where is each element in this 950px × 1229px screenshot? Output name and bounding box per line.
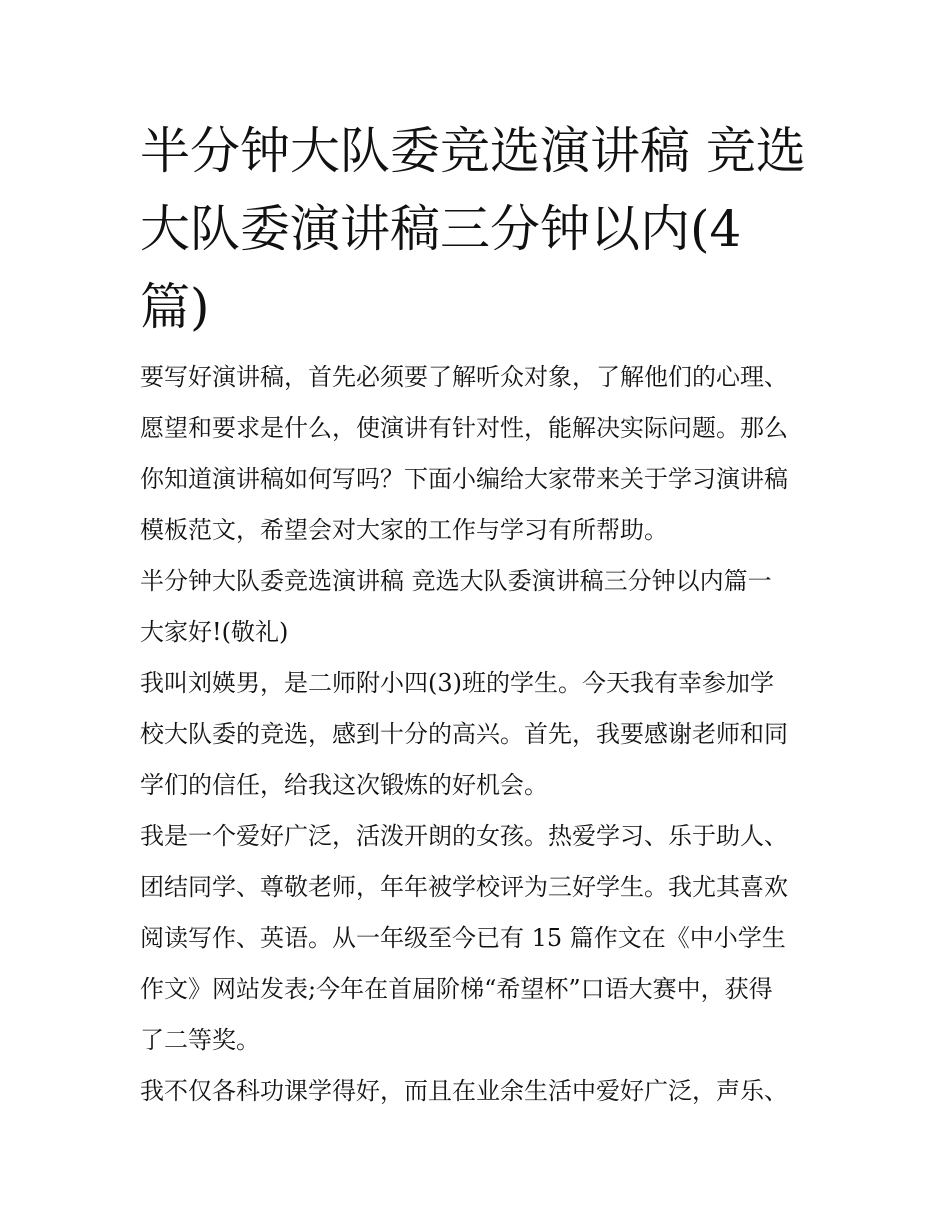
title-line: 大队委演讲稿三分钟以内(4 xyxy=(140,200,742,258)
paragraph-line: 团结同学、尊敬老师，年年被学校评为三好学生。我尤其喜欢 xyxy=(140,873,788,901)
paragraph-line: 我不仅各科功课学得好，而且在业余生活中爱好广泛，声乐、 xyxy=(140,1077,788,1105)
intro-line: 要写好演讲稿，首先必须要了解听众对象，了解他们的心理、 xyxy=(140,363,788,391)
intro-line: 愿望和要求是什么，使演讲有针对性，能解决实际问题。那么 xyxy=(140,414,788,442)
document-title xyxy=(140,112,820,346)
paragraph-line: 我是一个爱好广泛，活泼开朗的女孩。热爱学习、乐于助人、 xyxy=(140,822,788,850)
title-line: 半分钟大队委竞选演讲稿 竞选 xyxy=(140,122,806,180)
intro-line: 模板范文，希望会对大家的工作与学习有所帮助。 xyxy=(140,516,668,544)
section-heading-line: 半分钟大队委竞选演讲稿 竞选大队委演讲稿三分钟以内篇一 xyxy=(140,567,772,595)
title-line: 篇) xyxy=(140,278,210,336)
document-body xyxy=(140,352,820,1117)
paragraph-line: 校大队委的竞选，感到十分的高兴。首先，我要感谢老师和同 xyxy=(140,720,788,748)
paragraph-line: 了二等奖。 xyxy=(140,1026,260,1054)
greeting-line: 大家好!(敬礼) xyxy=(140,618,289,646)
paragraph-line: 阅读写作、英语。从一年级至今已有 15 篇作文在《中小学生 xyxy=(140,924,786,952)
paragraph-line: 我叫刘媖男，是二师附小四(3)班的学生。今天我有幸参加学 xyxy=(140,669,774,697)
intro-line: 你知道演讲稿如何写吗？下面小编给大家带来关于学习演讲稿 xyxy=(140,465,788,493)
paragraph-line: 作文》网站发表;今年在首届阶梯“希望杯”口语大赛中，获得 xyxy=(140,975,773,1003)
paragraph-line: 学们的信任，给我这次锻炼的好机会。 xyxy=(140,771,548,799)
